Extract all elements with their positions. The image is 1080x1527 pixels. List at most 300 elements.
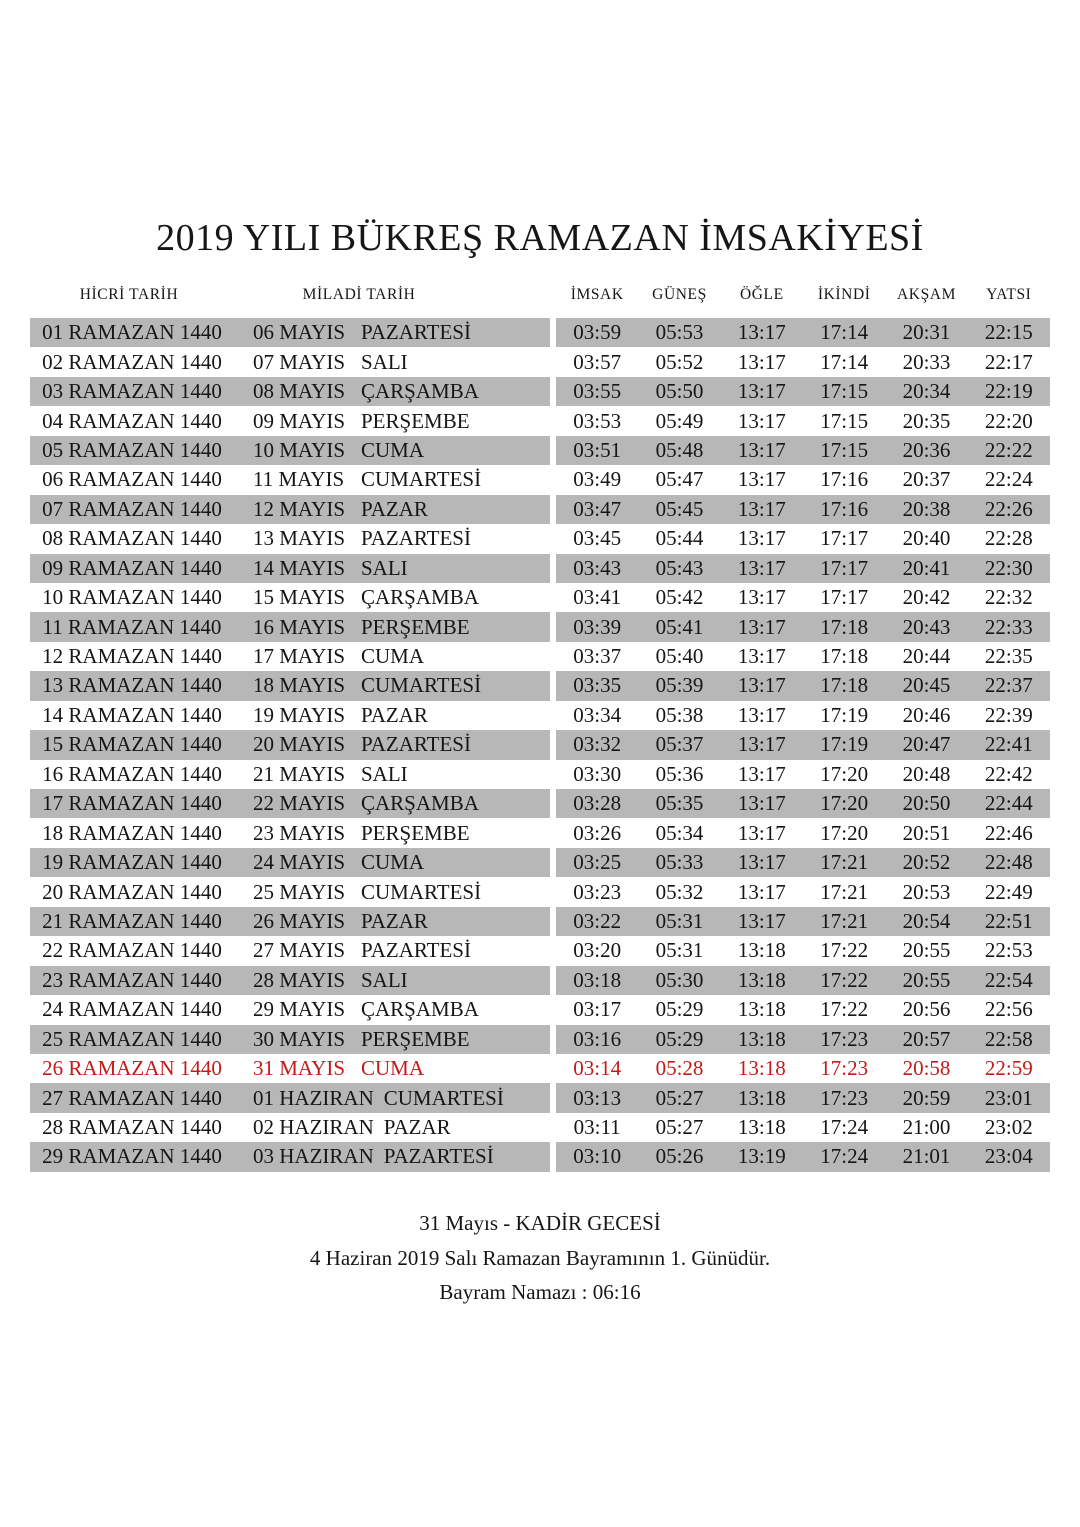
time-cell-gunes: 05:31: [655, 908, 704, 933]
time-cell-gunes: 05:29: [655, 997, 704, 1022]
table-row: [30, 436, 1050, 465]
day-name: PERŞEMBE: [361, 820, 470, 845]
day-name: PAZARTESİ: [361, 938, 471, 963]
time-cell-imsak: 03:43: [573, 555, 622, 580]
time-cell-gunes: 05:26: [655, 1144, 704, 1169]
hicri-date-cell: 23 RAMAZAN 1440: [42, 967, 222, 992]
kadir-gecesi-note: 31 Mayıs - KADİR GECESİ: [419, 1211, 661, 1235]
row-right-segment: [556, 818, 1050, 847]
bayram-namazi-note: Bayram Namazı : 06:16: [439, 1280, 641, 1304]
row-left-segment: [30, 730, 550, 759]
row-left-segment: [30, 877, 550, 906]
time-cell-ogle: 13:17: [737, 761, 786, 786]
gregorian-date: 29 MAYIS: [253, 997, 345, 1022]
time-cell-yatsi: 22:28: [984, 526, 1033, 551]
gregorian-date: 28 MAYIS: [253, 967, 345, 992]
row-left-segment: [30, 701, 550, 730]
time-cell-ogle: 13:17: [737, 879, 786, 904]
hicri-date-cell: 17 RAMAZAN 1440: [42, 791, 222, 816]
gregorian-date: 25 MAYIS: [253, 879, 345, 904]
row-left-segment: [30, 524, 550, 553]
miladi-date-cell: [248, 1144, 550, 1169]
day-name: PAZAR: [383, 1115, 451, 1140]
row-left-segment: [30, 347, 550, 376]
time-cell-yatsi: 22:42: [984, 761, 1033, 786]
miladi-date-cell: [248, 556, 550, 581]
time-cell-imsak: 03:49: [573, 467, 622, 492]
row-left-segment: [30, 377, 550, 406]
row-left-segment: [30, 848, 550, 877]
table-row: [30, 406, 1050, 435]
time-cell-ogle: 13:17: [737, 585, 786, 610]
hicri-date-cell: 02 RAMAZAN 1440: [42, 349, 222, 374]
table-row: [30, 966, 1050, 995]
hicri-date-cell: 18 RAMAZAN 1440: [42, 820, 222, 845]
column-header-gunes: GÜNEŞ: [652, 286, 707, 303]
hicri-date-cell: 13 RAMAZAN 1440: [42, 673, 222, 698]
row-right-segment: [556, 554, 1050, 583]
table-row: [30, 495, 1050, 524]
row-right-segment: [556, 848, 1050, 877]
table-row: [30, 1054, 1050, 1083]
row-left-segment: [30, 436, 550, 465]
hicri-date-cell: 12 RAMAZAN 1440: [42, 644, 222, 669]
time-cell-aksam: 20:45: [902, 673, 951, 698]
row-right-segment: [556, 907, 1050, 936]
time-cell-ogle: 13:18: [737, 967, 786, 992]
time-cell-ogle: 13:18: [737, 938, 786, 963]
time-cell-imsak: 03:25: [573, 850, 622, 875]
hicri-date-cell: 26 RAMAZAN 1440: [42, 1056, 222, 1081]
time-cell-gunes: 05:40: [655, 644, 704, 669]
time-cell-imsak: 03:41: [573, 585, 622, 610]
time-cell-yatsi: 23:02: [984, 1115, 1033, 1140]
time-cell-ogle: 13:17: [737, 732, 786, 757]
table-row: [30, 730, 1050, 759]
gregorian-date: 31 MAYIS: [253, 1056, 345, 1081]
miladi-date-cell: [248, 938, 550, 963]
time-cell-gunes: 05:49: [655, 408, 704, 433]
row-right-segment: [556, 495, 1050, 524]
time-cell-ogle: 13:17: [737, 555, 786, 580]
time-cell-aksam: 20:53: [902, 879, 951, 904]
time-cell-gunes: 05:47: [655, 467, 704, 492]
hicri-date-cell: 06 RAMAZAN 1440: [42, 467, 222, 492]
row-right-segment: [556, 701, 1050, 730]
time-cell-gunes: 05:38: [655, 702, 704, 727]
row-right-segment: [556, 406, 1050, 435]
time-cell-aksam: 20:50: [902, 791, 951, 816]
miladi-date-cell: [248, 350, 550, 375]
hicri-date-cell: 21 RAMAZAN 1440: [42, 908, 222, 933]
time-cell-ikindi: 17:14: [820, 349, 869, 374]
hicri-date-cell: 07 RAMAZAN 1440: [42, 496, 222, 521]
time-cell-gunes: 05:52: [655, 349, 704, 374]
day-name: CUMARTESİ: [383, 1085, 504, 1110]
time-cell-ikindi: 17:20: [820, 791, 869, 816]
time-cell-aksam: 20:47: [902, 732, 951, 757]
gregorian-date: 11 MAYIS: [253, 467, 345, 492]
miladi-date-cell: [248, 703, 550, 728]
gregorian-date: 30 MAYIS: [253, 1026, 345, 1051]
time-cell-ogle: 13:17: [737, 673, 786, 698]
miladi-date-cell: [248, 467, 550, 492]
miladi-date-cell: [248, 791, 550, 816]
time-cell-gunes: 05:30: [655, 967, 704, 992]
time-cell-ikindi: 17:21: [820, 850, 869, 875]
time-cell-ikindi: 17:16: [820, 467, 869, 492]
time-cell-gunes: 05:34: [655, 820, 704, 845]
time-cell-ikindi: 17:17: [820, 585, 869, 610]
time-cell-yatsi: 22:30: [984, 555, 1033, 580]
row-right-segment: [556, 760, 1050, 789]
time-cell-gunes: 05:33: [655, 850, 704, 875]
row-left-segment: [30, 1113, 550, 1142]
row-left-segment: [30, 465, 550, 494]
time-cell-imsak: 03:22: [573, 908, 622, 933]
time-cell-yatsi: 22:58: [984, 1026, 1033, 1051]
time-cell-ogle: 13:18: [737, 1026, 786, 1051]
row-left-segment: [30, 1142, 550, 1171]
day-name: PERŞEMBE: [361, 408, 470, 433]
time-cell-ikindi: 17:22: [820, 997, 869, 1022]
column-header-ogle: ÖĞLE: [739, 286, 784, 303]
gregorian-date: 15 MAYIS: [253, 585, 345, 610]
table-row: [30, 671, 1050, 700]
time-cell-aksam: 20:55: [902, 938, 951, 963]
gregorian-date: 16 MAYIS: [253, 614, 345, 639]
time-cell-yatsi: 23:01: [984, 1085, 1033, 1110]
miladi-date-cell: [248, 880, 550, 905]
time-cell-aksam: 20:46: [902, 702, 951, 727]
row-left-segment: [30, 1025, 550, 1054]
time-cell-ogle: 13:17: [737, 908, 786, 933]
miladi-date-cell: [248, 821, 550, 846]
time-cell-imsak: 03:14: [573, 1056, 622, 1081]
miladi-date-cell: [248, 526, 550, 551]
time-cell-gunes: 05:48: [655, 437, 704, 462]
day-name: ÇARŞAMBA: [361, 791, 479, 816]
time-cell-ikindi: 17:15: [820, 379, 869, 404]
miladi-date-cell: [248, 968, 550, 993]
time-cell-ogle: 13:17: [737, 614, 786, 639]
table-row: [30, 554, 1050, 583]
hicri-date-cell: 29 RAMAZAN 1440: [42, 1144, 222, 1169]
time-cell-imsak: 03:59: [573, 320, 622, 345]
table-row: [30, 347, 1050, 376]
miladi-date-cell: [248, 615, 550, 640]
time-cell-yatsi: 22:53: [984, 938, 1033, 963]
table-row: [30, 642, 1050, 671]
table-row: [30, 936, 1050, 965]
table-row: [30, 848, 1050, 877]
column-header-ikindi: İKİNDİ: [817, 286, 871, 303]
time-cell-aksam: 20:33: [902, 349, 951, 374]
time-cell-ogle: 13:17: [737, 349, 786, 374]
table-row: [30, 1083, 1050, 1112]
time-cell-yatsi: 22:32: [984, 585, 1033, 610]
miladi-date-cell: [248, 644, 550, 669]
time-cell-ogle: 13:17: [737, 437, 786, 462]
hicri-date-cell: 14 RAMAZAN 1440: [42, 702, 222, 727]
time-cell-imsak: 03:37: [573, 644, 622, 669]
row-left-segment: [30, 495, 550, 524]
time-cell-yatsi: 22:49: [984, 879, 1033, 904]
day-name: PAZAR: [361, 702, 428, 727]
row-left-segment: [30, 1083, 550, 1112]
time-cell-ogle: 13:17: [737, 408, 786, 433]
time-cell-ogle: 13:17: [737, 820, 786, 845]
day-name: ÇARŞAMBA: [361, 997, 479, 1022]
row-right-segment: [556, 347, 1050, 376]
time-cell-aksam: 20:43: [902, 614, 951, 639]
time-cell-aksam: 20:35: [902, 408, 951, 433]
gregorian-date: 02 HAZIRAN: [253, 1115, 374, 1140]
column-header-miladi-tarih: MİLADİ TARİH: [302, 286, 416, 303]
table-row: [30, 760, 1050, 789]
hicri-date-cell: 25 RAMAZAN 1440: [42, 1026, 222, 1051]
gregorian-date: 09 MAYIS: [253, 408, 345, 433]
time-cell-yatsi: 22:22: [984, 437, 1033, 462]
hicri-date-cell: 19 RAMAZAN 1440: [42, 850, 222, 875]
row-right-segment: [556, 1083, 1050, 1112]
table-row: [30, 1025, 1050, 1054]
time-cell-yatsi: 22:35: [984, 644, 1033, 669]
time-cell-gunes: 05:43: [655, 555, 704, 580]
time-cell-gunes: 05:53: [655, 320, 704, 345]
miladi-date-cell: [248, 497, 550, 522]
time-cell-gunes: 05:37: [655, 732, 704, 757]
time-cell-aksam: 20:42: [902, 585, 951, 610]
row-right-segment: [556, 877, 1050, 906]
time-cell-ikindi: 17:15: [820, 408, 869, 433]
table-row: [30, 1113, 1050, 1142]
time-cell-ogle: 13:17: [737, 467, 786, 492]
time-cell-ogle: 13:17: [737, 320, 786, 345]
time-cell-ikindi: 17:16: [820, 496, 869, 521]
row-right-segment: [556, 1142, 1050, 1171]
miladi-date-cell: [248, 379, 550, 404]
miladi-date-cell: [248, 1027, 550, 1052]
time-cell-aksam: 20:34: [902, 379, 951, 404]
time-cell-yatsi: 22:56: [984, 997, 1033, 1022]
table-row: [30, 789, 1050, 818]
time-cell-aksam: 20:59: [902, 1085, 951, 1110]
time-cell-yatsi: 22:26: [984, 496, 1033, 521]
table-row: [30, 877, 1050, 906]
row-left-segment: [30, 318, 550, 347]
time-cell-gunes: 05:27: [655, 1085, 704, 1110]
time-cell-imsak: 03:10: [573, 1144, 622, 1169]
gregorian-date: 27 MAYIS: [253, 938, 345, 963]
time-cell-imsak: 03:16: [573, 1026, 622, 1051]
table-row: [30, 612, 1050, 641]
time-cell-gunes: 05:42: [655, 585, 704, 610]
row-right-segment: [556, 1054, 1050, 1083]
page-title: 2019 YILI BÜKREŞ RAMAZAN İMSAKİYESİ: [156, 217, 924, 259]
time-cell-gunes: 05:29: [655, 1026, 704, 1051]
gregorian-date: 21 MAYIS: [253, 761, 345, 786]
time-cell-ikindi: 17:23: [820, 1085, 869, 1110]
time-cell-gunes: 05:39: [655, 673, 704, 698]
time-cell-ogle: 13:19: [737, 1144, 786, 1169]
time-cell-ogle: 13:17: [737, 702, 786, 727]
hicri-date-cell: 24 RAMAZAN 1440: [42, 997, 222, 1022]
day-name: CUMA: [361, 1056, 425, 1081]
row-right-segment: [556, 995, 1050, 1024]
hicri-date-cell: 04 RAMAZAN 1440: [42, 408, 222, 433]
time-cell-imsak: 03:39: [573, 614, 622, 639]
time-cell-ikindi: 17:18: [820, 644, 869, 669]
time-cell-yatsi: 22:41: [984, 732, 1033, 757]
time-cell-ikindi: 17:22: [820, 967, 869, 992]
time-cell-aksam: 20:44: [902, 644, 951, 669]
time-cell-aksam: 20:37: [902, 467, 951, 492]
gregorian-date: 26 MAYIS: [253, 908, 345, 933]
time-cell-ikindi: 17:17: [820, 526, 869, 551]
miladi-date-cell: [248, 1115, 550, 1140]
table-row: [30, 995, 1050, 1024]
time-cell-yatsi: 22:37: [984, 673, 1033, 698]
time-cell-gunes: 05:27: [655, 1115, 704, 1140]
table-row: [30, 907, 1050, 936]
miladi-date-cell: [248, 1056, 550, 1081]
day-name: PAZAR: [361, 496, 428, 521]
table-row: [30, 465, 1050, 494]
time-cell-gunes: 05:28: [655, 1056, 704, 1081]
time-cell-yatsi: 22:19: [984, 379, 1033, 404]
row-right-segment: [556, 936, 1050, 965]
time-cell-ikindi: 17:23: [820, 1026, 869, 1051]
miladi-date-cell: [248, 320, 550, 345]
hicri-date-cell: 09 RAMAZAN 1440: [42, 555, 222, 580]
time-cell-ikindi: 17:20: [820, 761, 869, 786]
row-right-segment: [556, 524, 1050, 553]
time-cell-aksam: 20:38: [902, 496, 951, 521]
time-cell-ikindi: 17:23: [820, 1056, 869, 1081]
time-cell-yatsi: 22:44: [984, 791, 1033, 816]
row-left-segment: [30, 907, 550, 936]
time-cell-ogle: 13:17: [737, 379, 786, 404]
time-cell-ikindi: 17:18: [820, 673, 869, 698]
row-right-segment: [556, 671, 1050, 700]
row-right-segment: [556, 642, 1050, 671]
time-cell-aksam: 20:41: [902, 555, 951, 580]
gregorian-date: 08 MAYIS: [253, 379, 345, 404]
hicri-date-cell: 22 RAMAZAN 1440: [42, 938, 222, 963]
hicri-date-cell: 20 RAMAZAN 1440: [42, 879, 222, 904]
time-cell-aksam: 20:31: [902, 320, 951, 345]
time-cell-ikindi: 17:22: [820, 938, 869, 963]
time-cell-ogle: 13:18: [737, 1085, 786, 1110]
time-cell-aksam: 20:52: [902, 850, 951, 875]
time-cell-ikindi: 17:19: [820, 732, 869, 757]
row-left-segment: [30, 671, 550, 700]
row-left-segment: [30, 818, 550, 847]
time-cell-aksam: 20:48: [902, 761, 951, 786]
time-cell-aksam: 20:58: [902, 1056, 951, 1081]
day-name: CUMA: [361, 850, 425, 875]
day-name: SALI: [361, 761, 408, 786]
column-header-aksam: AKŞAM: [897, 286, 956, 303]
time-cell-ikindi: 17:19: [820, 702, 869, 727]
time-cell-gunes: 05:35: [655, 791, 704, 816]
time-cell-imsak: 03:47: [573, 496, 622, 521]
hicri-date-cell: 27 RAMAZAN 1440: [42, 1085, 222, 1110]
column-header-yatsi: YATSI: [986, 286, 1032, 303]
hicri-date-cell: 11 RAMAZAN 1440: [42, 614, 222, 639]
time-cell-yatsi: 22:39: [984, 702, 1033, 727]
time-cell-imsak: 03:26: [573, 820, 622, 845]
time-cell-imsak: 03:11: [573, 1115, 621, 1140]
time-cell-ogle: 13:18: [737, 1056, 786, 1081]
row-left-segment: [30, 760, 550, 789]
time-cell-imsak: 03:32: [573, 732, 622, 757]
miladi-date-cell: [248, 1086, 550, 1111]
row-right-segment: [556, 1025, 1050, 1054]
gregorian-date: 12 MAYIS: [253, 496, 345, 521]
column-header-hicri-tarih: HİCRİ TARİH: [79, 286, 179, 303]
row-right-segment: [556, 1113, 1050, 1142]
row-right-segment: [556, 465, 1050, 494]
miladi-date-cell: [248, 409, 550, 434]
hicri-date-cell: 10 RAMAZAN 1440: [42, 585, 222, 610]
time-cell-yatsi: 22:20: [984, 408, 1033, 433]
table-row: [30, 377, 1050, 406]
time-cell-ikindi: 17:21: [820, 908, 869, 933]
time-cell-ikindi: 17:24: [820, 1115, 869, 1140]
day-name: PERŞEMBE: [361, 614, 470, 639]
gregorian-date: 20 MAYIS: [253, 732, 345, 757]
time-cell-ogle: 13:17: [737, 791, 786, 816]
time-cell-imsak: 03:30: [573, 761, 622, 786]
time-cell-yatsi: 22:46: [984, 820, 1033, 845]
time-cell-imsak: 03:34: [573, 702, 622, 727]
time-cell-ikindi: 17:24: [820, 1144, 869, 1169]
time-cell-ikindi: 17:17: [820, 555, 869, 580]
gregorian-date: 17 MAYIS: [253, 644, 345, 669]
time-cell-gunes: 05:32: [655, 879, 704, 904]
time-cell-imsak: 03:18: [573, 967, 622, 992]
time-cell-imsak: 03:57: [573, 349, 622, 374]
gregorian-date: 10 MAYIS: [253, 437, 345, 462]
hicri-date-cell: 03 RAMAZAN 1440: [42, 379, 222, 404]
time-cell-imsak: 03:17: [573, 997, 622, 1022]
miladi-date-cell: [248, 438, 550, 463]
time-cell-ikindi: 17:15: [820, 437, 869, 462]
time-cell-ikindi: 17:21: [820, 879, 869, 904]
time-cell-imsak: 03:23: [573, 879, 622, 904]
gregorian-date: 14 MAYIS: [253, 555, 345, 580]
time-cell-gunes: 05:45: [655, 496, 704, 521]
hicri-date-cell: 08 RAMAZAN 1440: [42, 526, 222, 551]
table-row: [30, 1142, 1050, 1171]
bayram-day-note: 4 Haziran 2019 Salı Ramazan Bayramının 1. Günüdür.: [309, 1245, 771, 1270]
gregorian-date: 22 MAYIS: [253, 791, 345, 816]
row-left-segment: [30, 642, 550, 671]
gregorian-date: 01 HAZIRAN: [253, 1085, 374, 1110]
day-name: CUMARTESİ: [361, 467, 482, 492]
day-name: PERŞEMBE: [361, 1026, 470, 1051]
day-name: ÇARŞAMBA: [361, 585, 479, 610]
time-cell-ogle: 13:18: [737, 1115, 786, 1140]
time-cell-gunes: 05:31: [655, 938, 704, 963]
table-row: [30, 818, 1050, 847]
time-cell-aksam: 20:56: [902, 997, 951, 1022]
header-right-segment: [556, 282, 1050, 308]
miladi-date-cell: [248, 732, 550, 757]
row-right-segment: [556, 377, 1050, 406]
